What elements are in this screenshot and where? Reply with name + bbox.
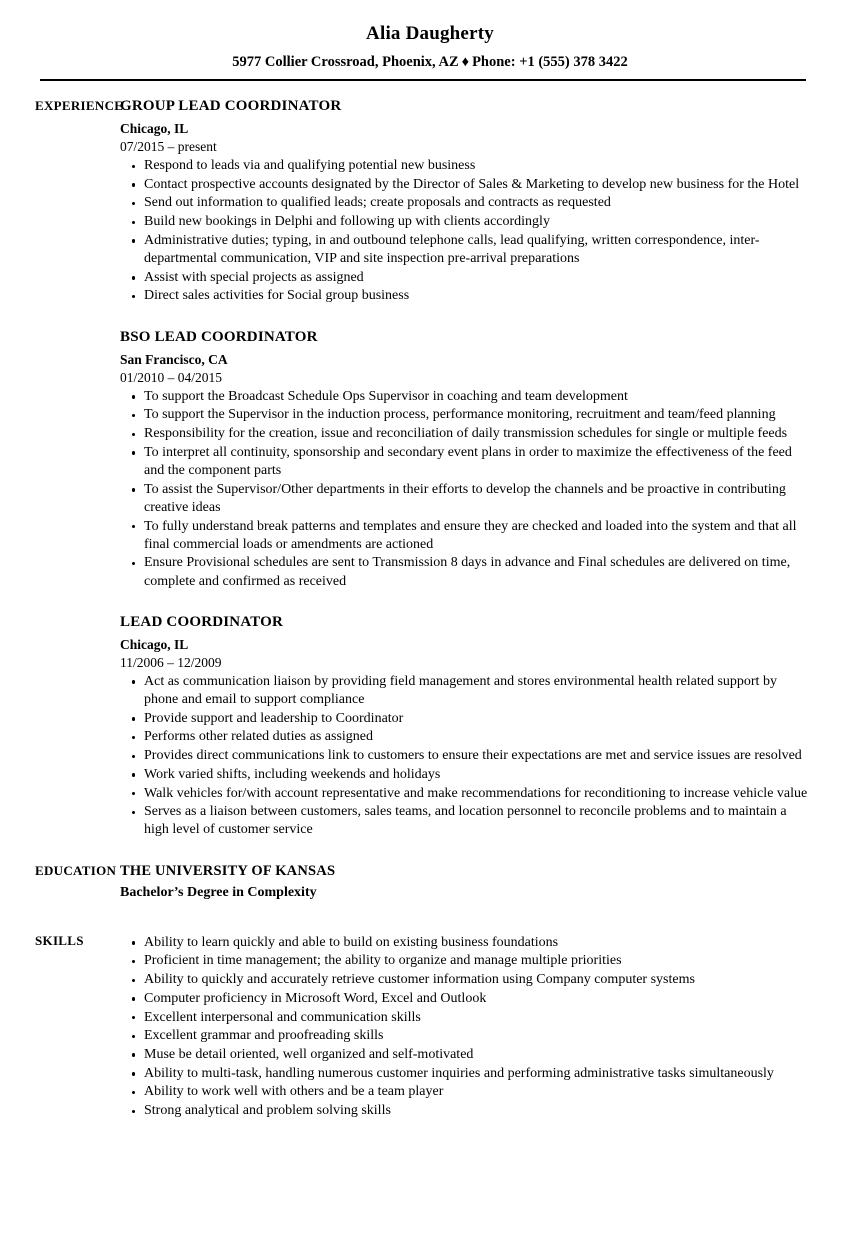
- job-dates: 11/2006 – 12/2009: [120, 654, 222, 670]
- list-item: Respond to leads via and qualifying potential new business: [120, 157, 812, 175]
- list-item: Strong analytical and problem solving skills: [120, 1102, 812, 1120]
- job-entry: [120, 613, 812, 840]
- list-item: Work varied shifts, including weekends and holidays: [120, 766, 812, 784]
- list-item: To support the Supervisor in the induction process, performance monitoring, recruitment and team/feed planning: [120, 406, 812, 424]
- list-item: Send out information to qualified leads; create proposals and contracts as requested: [120, 194, 812, 212]
- experience-section: [0, 97, 860, 840]
- list-item: Assist with special projects as assigned: [120, 269, 812, 287]
- experience-body: [120, 97, 860, 840]
- list-item: Ability to multi-task, handling numerous customer inquiries and performing administrative tasks simultaneously: [120, 1065, 812, 1083]
- contact-line: [0, 52, 860, 72]
- address-text: 5977 Collier Crossroad, Phoenix, AZ: [232, 54, 459, 70]
- job-location: Chicago, IL: [120, 636, 189, 652]
- resume-header: [0, 0, 860, 81]
- job-location: Chicago, IL: [120, 121, 189, 136]
- job-entry: [120, 97, 812, 306]
- list-item: Ability to learn quickly and able to build on existing business foundations: [120, 934, 812, 952]
- phone-text: Phone: +1 (555) 378 3422: [472, 54, 628, 70]
- diamond-separator-icon: ♦: [461, 54, 470, 70]
- list-item: Proficient in time management; the ability to organize and manage multiple priorities: [120, 952, 812, 970]
- job-dates: 01/2010 – 04/2015: [120, 369, 223, 385]
- list-item: Provide support and leadership to Coordinator: [120, 710, 812, 728]
- list-item: To interpret all continuity, sponsorship and secondary event plans in order to maximize the effectiveness of the feed and the component parts: [120, 444, 812, 480]
- list-item: Direct sales activities for Social group business: [120, 287, 812, 305]
- skills-bullet-list: [120, 934, 812, 1121]
- list-item: Act as communication liaison by providing field management and stores environmental health related support by phone and email to support compliance: [120, 673, 812, 709]
- education-school: THE UNIVERSITY OF KANSAS: [120, 862, 336, 879]
- job-dates: 07/2015 – present: [120, 139, 217, 154]
- list-item: Performs other related duties as assigned: [120, 728, 812, 746]
- job-location: San Francisco, CA: [120, 351, 228, 367]
- list-item: Excellent grammar and proofreading skills: [120, 1027, 812, 1045]
- job-entry: [120, 328, 812, 591]
- page-title: Alia Daugherty: [366, 23, 494, 44]
- list-item: Build new bookings in Delphi and following up with clients accordingly: [120, 213, 812, 231]
- education-section: [0, 862, 860, 902]
- list-item: Muse be detail oriented, well organized and self-motivated: [120, 1046, 812, 1064]
- header-divider: [40, 79, 806, 81]
- list-item: Contact prospective accounts designated by the Director of Sales & Marketing to develop new business for the Hotel: [120, 176, 812, 194]
- list-item: Ability to quickly and accurately retrieve customer information using Company computer systems: [120, 971, 812, 989]
- job-title: BSO LEAD COORDINATOR: [120, 328, 318, 345]
- skills-body: [120, 932, 860, 1121]
- list-item: Responsibility for the creation, issue and reconciliation of daily transmission schedules for single or multiple feeds: [120, 425, 812, 443]
- section-label-experience: EXPERIENCE: [35, 98, 124, 113]
- list-item: To assist the Supervisor/Other departments in their efforts to develop the channels and be proactive in contributing creative ideas: [120, 481, 812, 517]
- list-item: Provides direct communications link to customers to ensure their expectations are met and service issues are resolved: [120, 747, 812, 765]
- list-item: To support the Broadcast Schedule Ops Supervisor in coaching and team development: [120, 388, 812, 406]
- list-item: Ability to work well with others and be a team player: [120, 1083, 812, 1101]
- section-label-skills: SKILLS: [35, 932, 84, 948]
- job-bullet-list: [120, 673, 812, 840]
- job-title: LEAD COORDINATOR: [120, 613, 284, 630]
- education-degree: Bachelor’s Degree in Complexity: [120, 884, 317, 900]
- list-item: Administrative duties; typing, in and outbound telephone calls, lead qualifying, written correspondence, inter-departmental communication, VIP and site inspection pre-arrival preparations: [120, 232, 812, 268]
- list-item: To fully understand break patterns and templates and ensure they are checked and loaded into the system and that all final commercial loads or amendments are actioned: [120, 518, 812, 554]
- section-label-education: EDUCATION: [35, 862, 117, 878]
- list-item: Ensure Provisional schedules are sent to Transmission 8 days in advance and Final schedules are delivered on time, complete and confirmed as received: [120, 554, 812, 590]
- job-title: GROUP LEAD COORDINATOR: [120, 98, 342, 114]
- list-item: Computer proficiency in Microsoft Word, Excel and Outlook: [120, 990, 812, 1008]
- list-item: Walk vehicles for/with account representative and make recommendations for reconditioning to increase vehicle value: [120, 785, 812, 803]
- job-bullet-list: [120, 388, 812, 591]
- list-item: Excellent interpersonal and communication skills: [120, 1009, 812, 1027]
- job-bullet-list: [120, 157, 812, 306]
- list-item: Serves as a liaison between customers, sales teams, and location personnel to reconcile problems and to maintain a high level of customer service: [120, 803, 812, 839]
- skills-section: [0, 932, 860, 1121]
- education-body: [120, 862, 860, 902]
